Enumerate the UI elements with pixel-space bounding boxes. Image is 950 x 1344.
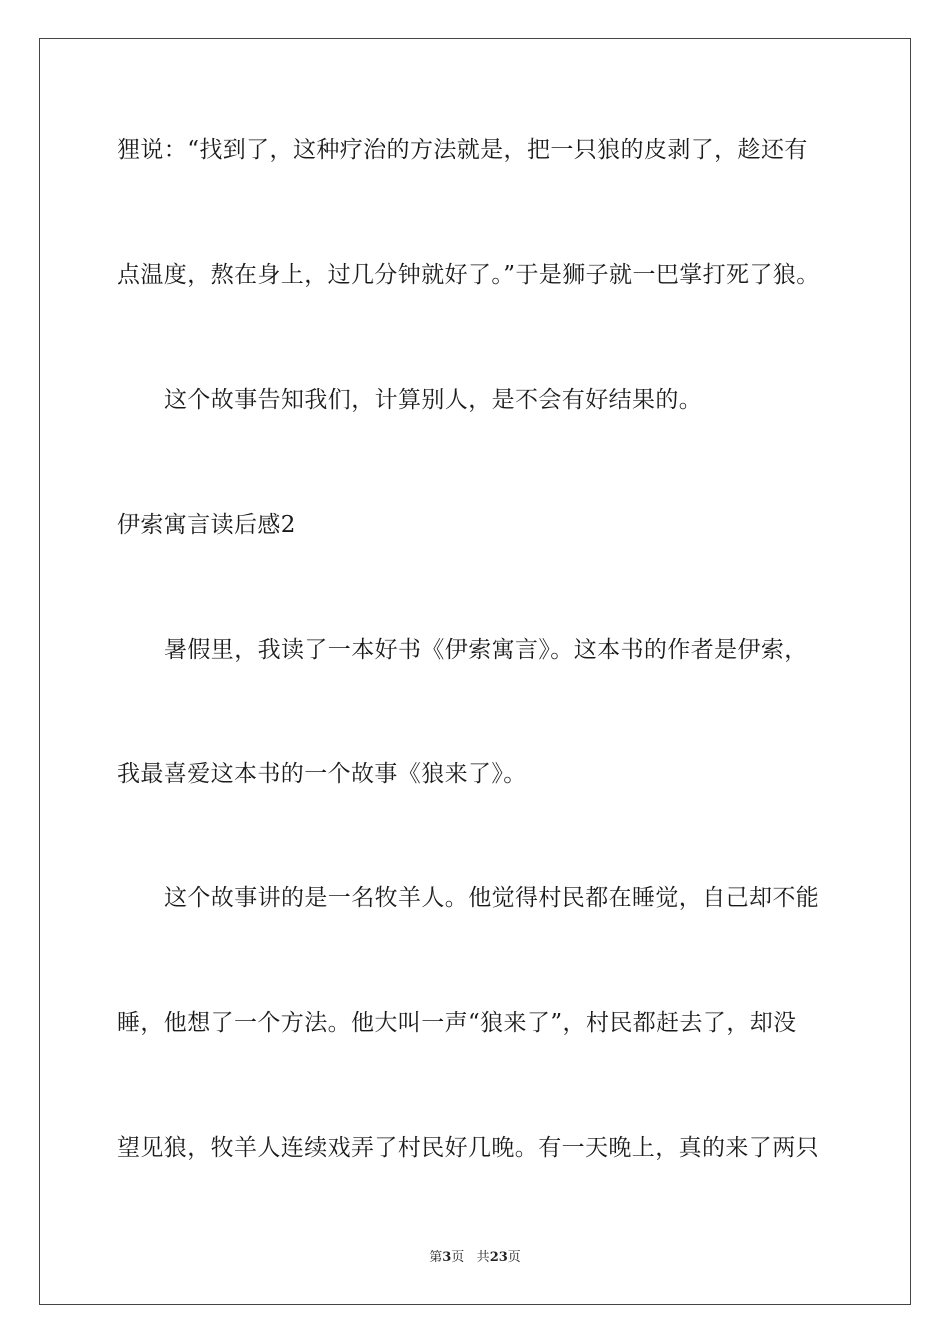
footer-page-number: 3 [442,1250,452,1265]
text-line-5: 暑假里，我读了一本好书《伊索寓言》。这本书的作者是伊索， [164,637,808,663]
text-line-8: 睡，他想了一个方法。他大叫一声“狼来了”，村民都赶去了，却没 [117,1010,797,1036]
text-line-3: 这个故事告知我们，计算别人，是不会有好结果的。 [164,387,703,413]
text-line-1: 狸说：“找到了，这种疗治的方法就是，把一只狼的皮剥了，趁还有 [117,137,808,163]
footer-page-suffix: 页 [451,1250,465,1265]
text-line-7: 这个故事讲的是一名牧羊人。他觉得村民都在睡觉，自己却不能 [164,885,820,911]
footer-total-pages: 23 [489,1250,508,1265]
text-line-6: 我最喜爱这本书的一个故事《狼来了》。 [117,761,527,787]
footer-page-prefix: 第 [429,1250,443,1265]
footer-total-prefix: 共 [476,1250,490,1265]
footer-total-suffix: 页 [507,1250,521,1265]
page-border [39,38,911,1305]
text-line-9: 望见狼，牧羊人连续戏弄了村民好几晚。有一天晚上，真的来了两只 [117,1135,819,1161]
page-footer [0,1246,950,1265]
text-line-2: 点温度，熬在身上，过几分钟就好了。”于是狮子就一巴掌打死了狼。 [117,262,820,288]
section-heading: 伊索寓言读后感2 [117,512,296,538]
